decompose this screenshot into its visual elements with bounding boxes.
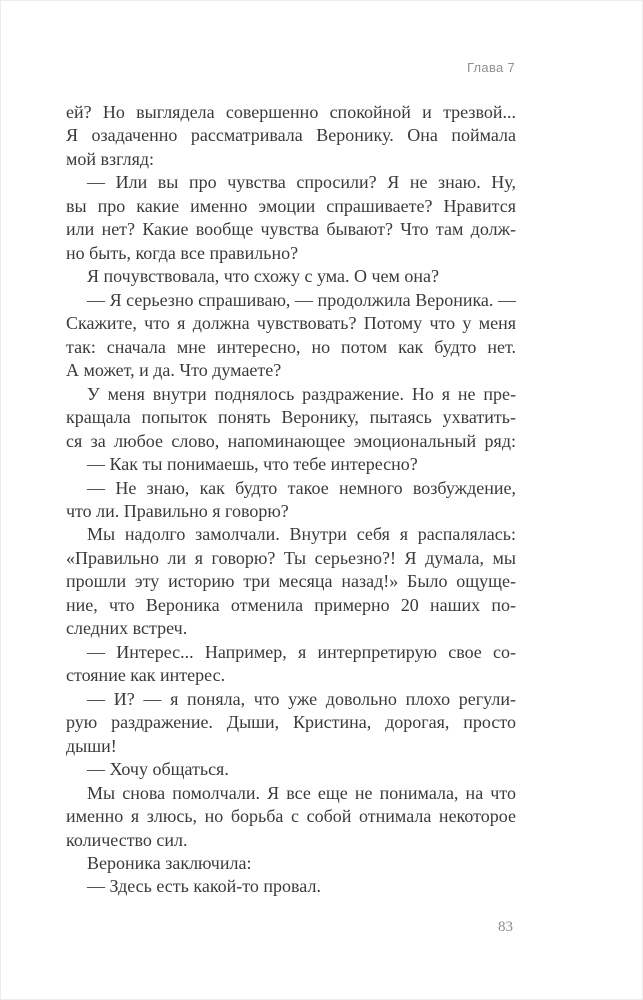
text-line: — Здесь есть какой-то провал.: [87, 876, 321, 897]
text-line: — Хочу общаться.: [87, 759, 229, 780]
text-line: или нет? Какие вообще чувства бывают? Что там долж-: [66, 219, 516, 240]
text-line: — Интерес... Например, я интерпретирую свое со-: [87, 641, 516, 662]
text-line: Мы надолго замолчали. Внутри себя я распалялась:: [87, 524, 516, 545]
text-line: Я почувствовала, что схожу с ума. О чем она?: [87, 266, 440, 287]
text-line: — Или вы про чувства спросили? Я не знаю. Ну,: [87, 172, 516, 193]
body-text: [66, 101, 516, 899]
text-line: но быть, когда все правильно?: [66, 242, 299, 263]
text-line: прошли эту историю три месяца назад!» Было ощуще-: [66, 571, 516, 592]
text-line: ей? Но выглядела совершенно спокойной и трезвой...: [66, 102, 516, 122]
text-line: именно я злюсь, но борьба с собой отнимала некоторое: [66, 806, 516, 827]
text-line: так: сначала мне интересно, но потом как будто нет.: [66, 336, 516, 357]
text-line: — Я серьезно спрашиваю, — продолжила Вероника. —: [87, 289, 516, 310]
text-line: следних встреч.: [66, 618, 188, 639]
page-number: 83: [498, 919, 513, 935]
text-line: кращала попыток понять Веронику, пытаясь ухватить-: [66, 407, 516, 428]
text-line: стояние как интерес.: [66, 665, 226, 686]
text-line: Мы снова помолчали. Я все еще не понимала, на что: [87, 782, 516, 803]
text-line: рую раздражение. Дыши, Кристина, дорогая, просто: [66, 712, 516, 733]
chapter-running-head: Глава 7: [466, 60, 515, 75]
text-line: ние, что Вероника отменила примерно 20 наших по-: [66, 594, 516, 615]
text-line: что ли. Правильно я говорю?: [66, 500, 289, 521]
text-line: дыши!: [66, 735, 117, 756]
text-line: мой взгляд:: [66, 148, 155, 169]
text-line: А может, и да. Что думаете?: [66, 360, 282, 381]
text-line: Вероника заключила:: [87, 853, 252, 873]
text-line: — Не знаю, как будто такое немного возбуждение,: [87, 477, 516, 498]
text-line: Я озадаченно рассматривала Веронику. Она поймала: [66, 125, 516, 146]
text-line: вы про какие именно эмоции спрашиваете? Нравится: [66, 195, 516, 216]
text-line: Скажите, что я должна чувствовать? Потому что у меня: [66, 313, 516, 334]
text-line: У меня внутри поднялось раздражение. Но я не пре-: [87, 383, 516, 404]
text-line: — И? — я поняла, что уже довольно плохо регули-: [87, 688, 516, 709]
text-line: «Правильно ли я говорю? Ты серьезно?! Я думала, мы: [66, 547, 516, 568]
text-line: — Как ты понимаешь, что тебе интересно?: [87, 454, 418, 475]
text-line: ся за любое слово, напоминающее эмоциональный ряд:: [66, 430, 516, 451]
text-line: количество сил.: [66, 829, 188, 850]
